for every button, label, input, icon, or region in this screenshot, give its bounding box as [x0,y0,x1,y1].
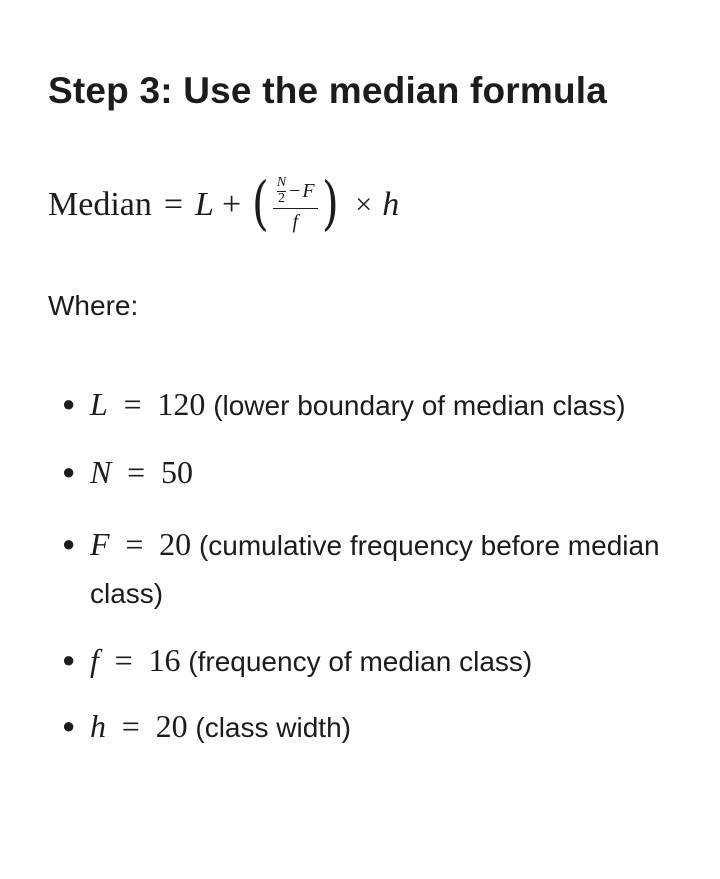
def-value: 50 [160,454,193,490]
bullet-icon: ● [62,647,76,672]
step-heading: Step 3: Use the median formula [48,70,608,111]
def-description: (cumulative frequency before median class) [90,530,660,609]
def-equals: = [127,454,146,490]
fraction-numerator [273,176,318,208]
n-over-two [276,176,287,206]
def-equals: = [125,526,144,562]
def-value: 20 [155,708,188,744]
def-description: (frequency of median class) [188,646,533,677]
list-item [62,702,682,752]
where-label: Where: [48,290,139,321]
subfrac-two: 2 [277,190,285,206]
def-value: 20 [159,526,192,562]
def-symbol: f [90,642,99,678]
list-item [62,636,682,686]
median-formula [48,160,399,250]
formula-h: h [382,186,400,223]
def-symbol: F [90,526,110,562]
def-equals: = [123,386,142,422]
def-description: (lower boundary of median class) [213,390,626,421]
def-equals: = [114,642,133,678]
list-item [62,448,682,498]
formula-L: L [195,186,214,223]
formula-close-paren: ) [321,169,339,237]
subfrac-N: N [276,174,287,190]
def-symbol: L [90,386,108,422]
formula-fraction [273,176,318,234]
numerator-minus: − [289,179,301,202]
def-value: 16 [148,642,181,678]
numerator-F: F [302,179,315,202]
formula-open-paren: ( [251,169,269,237]
definitions-list [62,380,682,752]
bullet-icon: ● [62,459,76,484]
formula-lhs: Median [48,186,152,223]
def-value: 120 [157,386,206,422]
formula-equals: = [163,186,184,223]
bullet-icon: ● [62,391,76,416]
def-symbol: h [90,708,106,744]
bullet-icon: ● [62,713,76,738]
list-item [62,380,682,430]
def-equals: = [121,708,140,744]
formula-plus: + [221,186,242,223]
def-description: (class width) [195,712,351,743]
fraction-denominator: f [273,208,318,234]
list-item [62,520,682,618]
def-symbol: N [90,454,112,490]
formula-times: × [355,188,373,221]
bullet-icon: ● [62,531,76,556]
